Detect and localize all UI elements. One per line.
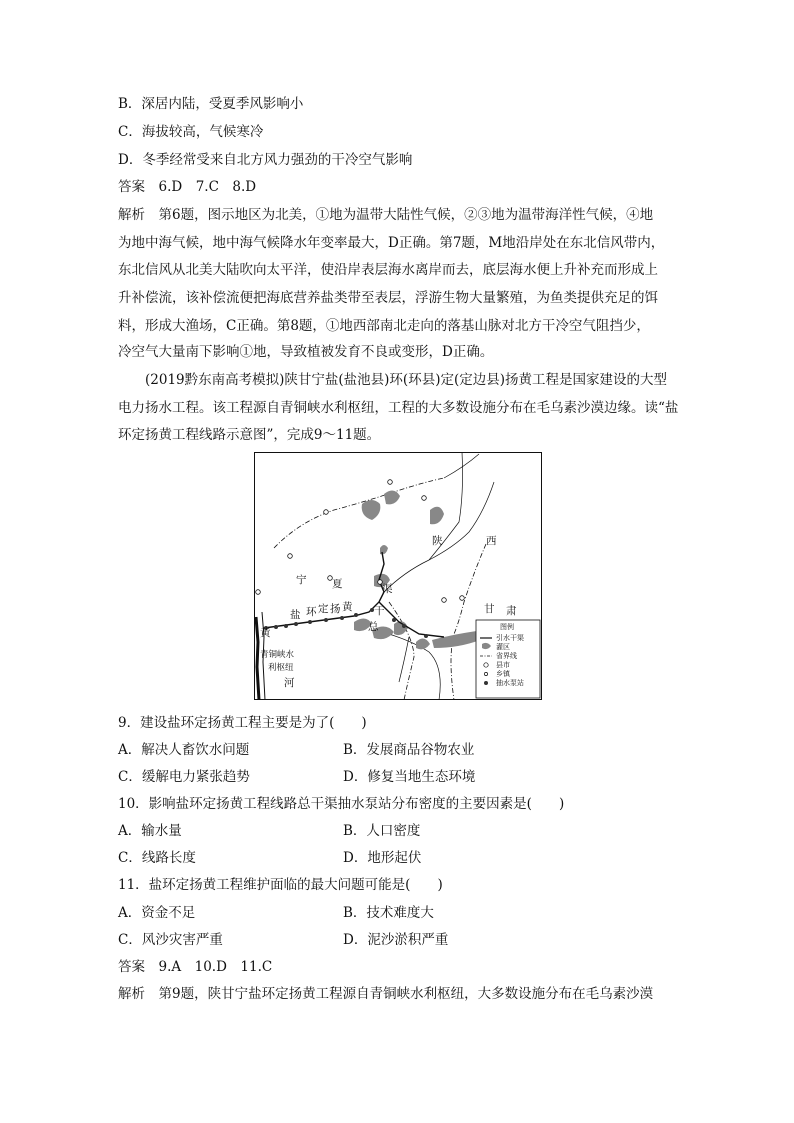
question-9-stem: 9．建设盐环定扬黄工程主要是为了( ) <box>118 715 367 731</box>
label-gan-trunk: 干 <box>374 605 385 617</box>
analysis-6-8-line2: 为地中海气候，地中海气候降水年变率最大，D正确。第7题，M地沿岸处在东北信风带内， <box>118 235 665 251</box>
q10-option-d: D．地形起伏 <box>343 850 422 866</box>
intro-line1: (2019黔东南高考模拟)陕甘宁盐(盐池县)环(环县)定(定边县)扬黄工程是国家建设的大型 <box>145 372 667 388</box>
analysis-6-8-line3: 东北信风从北美大陆吹向太平洋，使沿岸表层海水离岸而去，底层海水便上升补充而形成上 <box>118 262 658 278</box>
label-huang: 黄 <box>260 627 271 639</box>
label-xi: 西 <box>486 535 497 547</box>
label-huan: 环 <box>306 606 317 618</box>
legend-boundary: 省界线 <box>496 652 517 660</box>
legend-county: 县市 <box>496 661 510 669</box>
question-10-stem: 10．影响盐环定扬黄工程线路总干渠抽水泵站分布密度的主要因素是( ) <box>118 796 565 812</box>
answer-6-8: 答案 6.D 7.C 8.D <box>118 179 257 195</box>
answer-9-11: 答案 9.A 10.D 11.C <box>118 959 273 975</box>
analysis-9-11-line1: 解析 第9题，陕甘宁盐环定扬黄工程源自青铜峡水利枢纽，大多数设施分布在毛乌素沙漠 <box>118 986 654 1002</box>
label-liniu: 利枢纽 <box>268 663 294 673</box>
label-qingtongxia: 青铜峡水 <box>260 650 295 660</box>
legend-pump: 抽水泵站 <box>496 679 524 687</box>
q9-option-b: B．发展商品谷物农业 <box>343 742 475 758</box>
label-shaan: 陕 <box>432 535 443 547</box>
legend <box>476 620 540 698</box>
question-11-stem: 11．盐环定扬黄工程维护面临的最大问题可能是( ) <box>118 877 443 893</box>
label-yang: 扬 <box>330 603 341 615</box>
label-yan: 盐 <box>290 609 301 621</box>
q10-option-b: B．人口密度 <box>343 823 421 839</box>
legend-title: 图例 <box>500 623 514 631</box>
intro-line3: 环定扬黄工程线路示意图”，完成9～11题。 <box>118 427 381 443</box>
option-b-prev: B．深居内陆，受夏季风影响小 <box>118 96 304 112</box>
label-qu: 渠 <box>382 583 393 595</box>
label-zong: 总 <box>368 621 379 633</box>
q9-option-c: C．缓解电力紧张趋势 <box>118 769 250 785</box>
analysis-6-8-line1: 解析 第6题，图示地区为北美，①地为温带大陆性气候，②③地为温带海洋性气候，④地 <box>118 207 654 223</box>
q10-option-a: A．输水量 <box>118 823 182 839</box>
legend-irrigation: 灌区 <box>496 643 510 651</box>
q11-option-c: C．风沙灾害严重 <box>118 932 223 948</box>
label-xia: 夏 <box>332 578 343 590</box>
q11-option-b: B．技术难度大 <box>343 905 434 921</box>
label-ning: 宁 <box>296 574 307 586</box>
analysis-6-8-line6: 冷空气大量南下影响①地，导致植被发育不良或变形，D正确。 <box>118 344 494 360</box>
legend-canal: 引水干渠 <box>496 634 524 642</box>
q11-option-d: D．泥沙淤积严重 <box>343 932 449 948</box>
label-he: 河 <box>284 677 295 689</box>
legend-town: 乡镇 <box>496 670 510 678</box>
q9-option-d: D．修复当地生态环境 <box>343 769 476 785</box>
analysis-6-8-line5: 料，形成大渔场，C正确。第8题，①地西部南北走向的落基山脉对北方干冷空气阻挡少， <box>118 318 650 334</box>
label-gan: 甘 <box>484 603 495 615</box>
analysis-6-8-line4: 升补偿流，该补偿流便把海底营养盐类带至表层，浮游生物大量繁殖，为鱼类提供充足的饵 <box>118 290 658 306</box>
label-huang2: 黄 <box>342 601 353 613</box>
option-d-prev: D．冬季经常受来自北方风力强劲的干冷空气影响 <box>118 152 413 168</box>
project-route-map <box>254 452 542 700</box>
intro-line2: 电力扬水工程。该工程源自青铜峡水利枢纽，工程的大多数设施分布在毛乌素沙漠边缘。读“盐 <box>118 400 679 416</box>
option-c-prev: C．海拔较高，气候寒冷 <box>118 124 264 140</box>
q11-option-a: A．资金不足 <box>118 905 196 921</box>
label-su: 肃 <box>506 605 517 617</box>
q9-option-a: A．解决人畜饮水问题 <box>118 742 250 758</box>
label-ding: 定 <box>318 603 329 615</box>
q10-option-c: C．线路长度 <box>118 850 196 866</box>
